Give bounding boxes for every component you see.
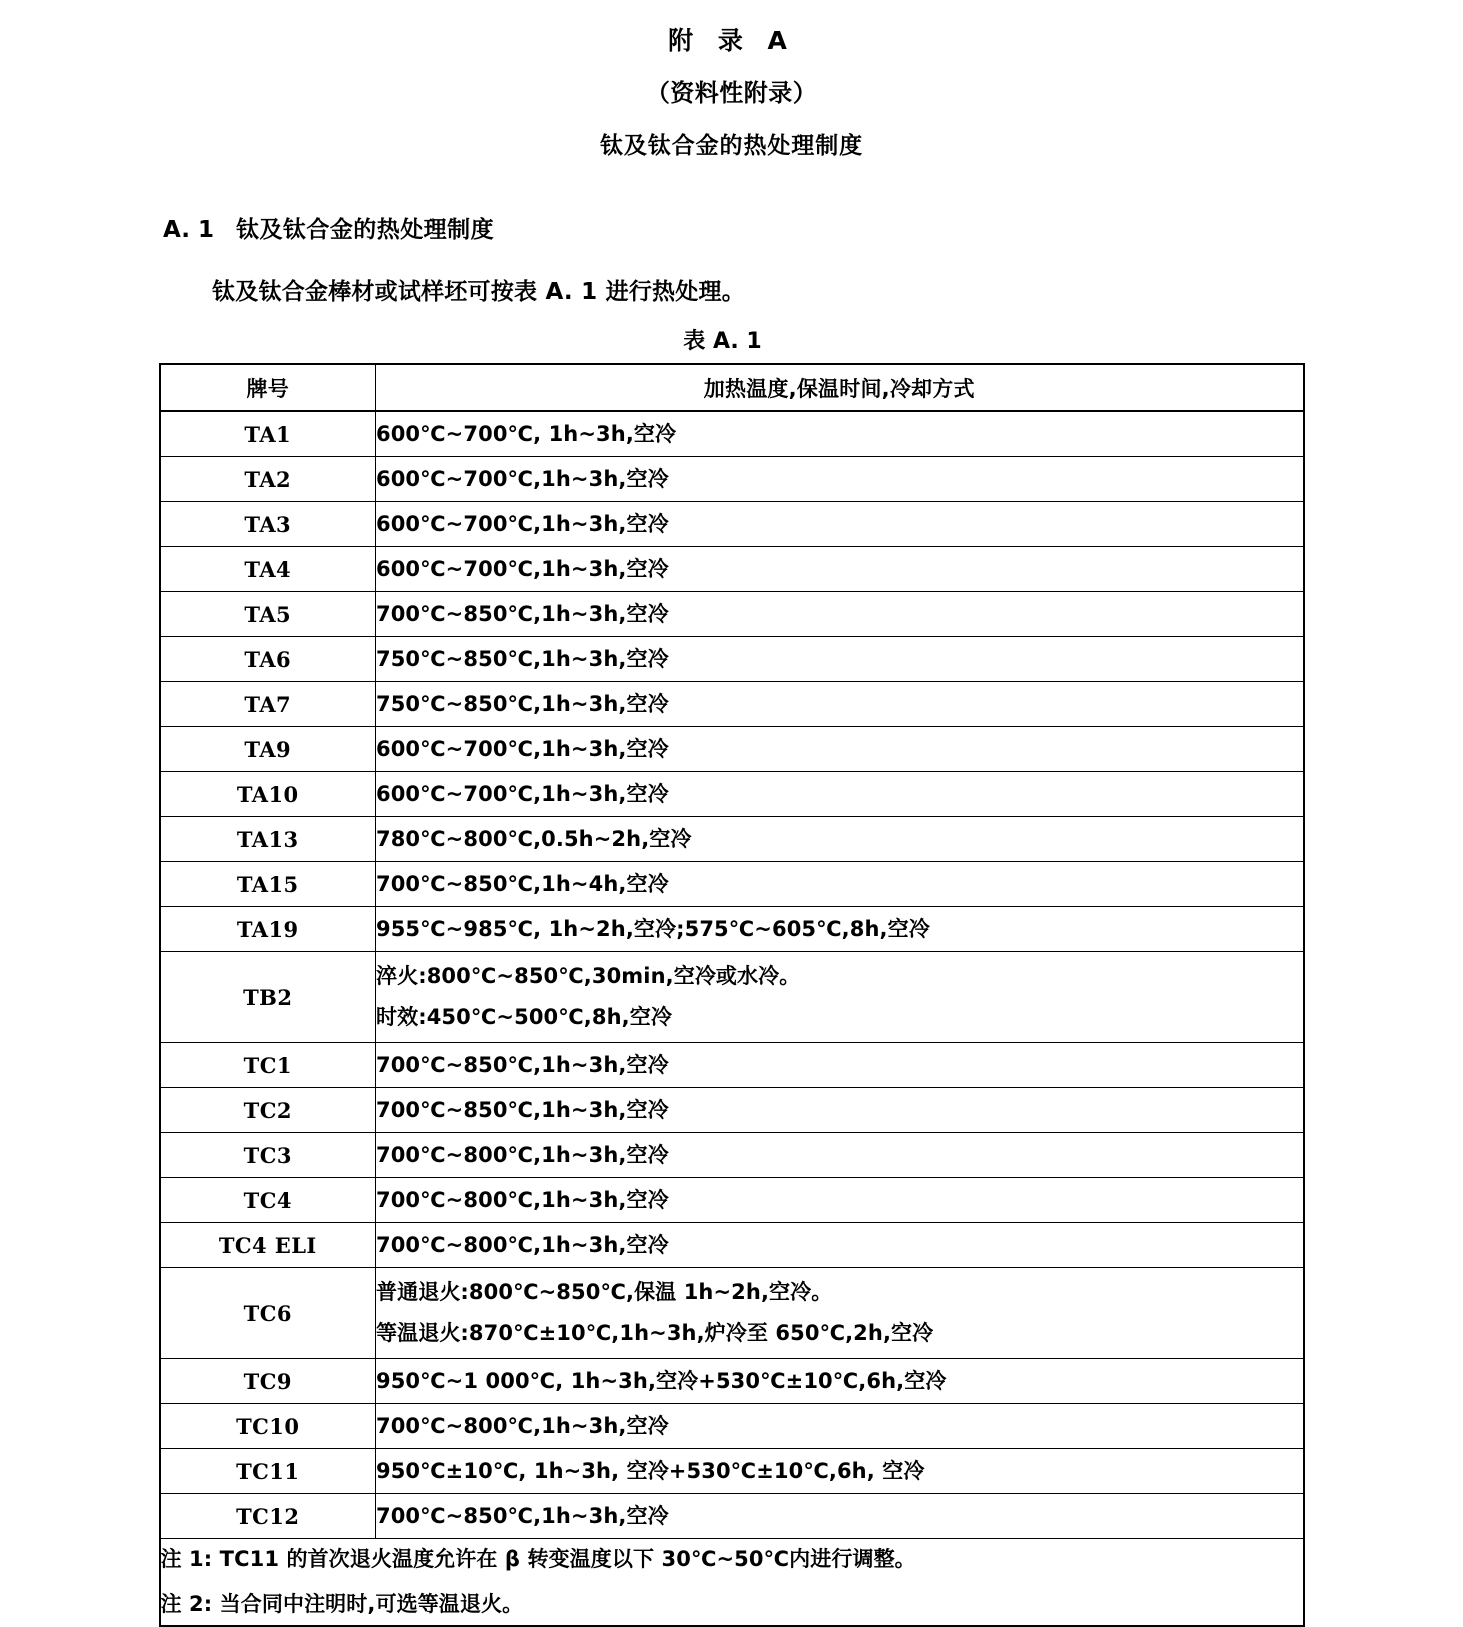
spec-line: 750℃~850℃,1h~3h,空冷 <box>376 646 669 671</box>
spec-line: 700℃~850℃,1h~3h,空冷 <box>376 1503 669 1528</box>
table-row <box>160 727 1304 772</box>
cell-spec <box>376 727 1304 772</box>
spec-line: 600℃~700℃,1h~3h,空冷 <box>376 781 669 806</box>
table-header-row <box>160 364 1304 411</box>
cell-grade: TC2 <box>160 1088 376 1133</box>
table-row <box>160 502 1304 547</box>
cell-spec <box>376 817 1304 862</box>
cell-grade: TC1 <box>160 1043 376 1088</box>
table-row <box>160 637 1304 682</box>
table-row <box>160 817 1304 862</box>
heat-treatment-table <box>159 363 1305 1627</box>
table-caption: 表 A. 1 <box>683 329 762 354</box>
cell-grade: TC3 <box>160 1133 376 1178</box>
spec-line: 700℃~850℃,1h~4h,空冷 <box>376 871 669 896</box>
cell-grade: TC10 <box>160 1404 376 1449</box>
spec-line: 700℃~850℃,1h~3h,空冷 <box>376 1097 669 1122</box>
table-row <box>160 682 1304 727</box>
spec-line: 时效:450℃~500℃,8h,空冷 <box>376 1005 672 1029</box>
cell-spec <box>376 1178 1304 1223</box>
table-row <box>160 1404 1304 1449</box>
table-container <box>159 363 1305 1627</box>
note-line: 注 2: 当合同中注明时,可选等温退火。 <box>160 1592 524 1616</box>
spec-line: 普通退火:800℃~850℃,保温 1h~2h,空冷。 <box>376 1280 833 1304</box>
notes-row <box>160 1539 1304 1627</box>
cell-spec <box>376 772 1304 817</box>
cell-grade: TB2 <box>160 952 376 1043</box>
cell-spec <box>376 1404 1304 1449</box>
table-row <box>160 1088 1304 1133</box>
cell-spec <box>376 1268 1304 1359</box>
cell-grade: TA4 <box>160 547 376 592</box>
spec-line: 700℃~850℃,1h~3h,空冷 <box>376 1052 669 1077</box>
table-row <box>160 907 1304 952</box>
spec-line: 955℃~985℃, 1h~2h,空冷;575℃~605℃,8h,空冷 <box>376 916 930 941</box>
cell-spec <box>376 592 1304 637</box>
spec-line: 950℃~1 000℃, 1h~3h,空冷+530℃±10℃,6h,空冷 <box>376 1368 947 1393</box>
spec-line: 600℃~700℃,1h~3h,空冷 <box>376 511 669 536</box>
cell-grade: TA3 <box>160 502 376 547</box>
table-row <box>160 1268 1304 1359</box>
cell-grade: TC11 <box>160 1449 376 1494</box>
body-paragraph: 钛及钛合金棒材或试样坯可按表 A. 1 进行热处理。 <box>212 279 745 305</box>
table-row <box>160 862 1304 907</box>
table-row <box>160 1043 1304 1088</box>
cell-spec <box>376 1043 1304 1088</box>
table-row <box>160 457 1304 502</box>
cell-grade: TC4 ELI <box>160 1223 376 1268</box>
spec-line: 700℃~800℃,1h~3h,空冷 <box>376 1232 669 1257</box>
cell-grade: TC4 <box>160 1178 376 1223</box>
cell-spec <box>376 1359 1304 1404</box>
table-row <box>160 952 1304 1043</box>
table-body <box>160 411 1304 1539</box>
table-row <box>160 1494 1304 1539</box>
cell-grade: TA2 <box>160 457 376 502</box>
table-row <box>160 1178 1304 1223</box>
cell-grade: TC12 <box>160 1494 376 1539</box>
cell-grade: TA19 <box>160 907 376 952</box>
spec-line: 600℃~700℃,1h~3h,空冷 <box>376 556 669 581</box>
cell-grade: TA7 <box>160 682 376 727</box>
table-row <box>160 1449 1304 1494</box>
spec-line: 750℃~850℃,1h~3h,空冷 <box>376 691 669 716</box>
section-number: A. 1 <box>163 217 214 243</box>
table-row <box>160 592 1304 637</box>
spec-line: 700℃~850℃,1h~3h,空冷 <box>376 601 669 626</box>
column-header-spec: 加热温度,保温时间,冷却方式 <box>376 364 1304 411</box>
cell-spec <box>376 457 1304 502</box>
spec-line: 700℃~800℃,1h~3h,空冷 <box>376 1413 669 1438</box>
cell-grade: TA9 <box>160 727 376 772</box>
table-row <box>160 772 1304 817</box>
table-row <box>160 411 1304 457</box>
spec-line: 600℃~700℃,1h~3h,空冷 <box>376 736 669 761</box>
cell-grade: TC6 <box>160 1268 376 1359</box>
appendix-label: 附 录 A <box>668 26 795 55</box>
cell-spec <box>376 1494 1304 1539</box>
cell-grade: TA5 <box>160 592 376 637</box>
spec-line: 700℃~800℃,1h~3h,空冷 <box>376 1187 669 1212</box>
table-row <box>160 1359 1304 1404</box>
cell-spec <box>376 952 1304 1043</box>
spec-line: 700℃~800℃,1h~3h,空冷 <box>376 1142 669 1167</box>
cell-spec <box>376 637 1304 682</box>
table-notes <box>160 1539 1304 1627</box>
cell-spec <box>376 1088 1304 1133</box>
cell-grade: TC9 <box>160 1359 376 1404</box>
cell-grade: TA15 <box>160 862 376 907</box>
cell-spec <box>376 547 1304 592</box>
cell-spec <box>376 1449 1304 1494</box>
cell-spec <box>376 682 1304 727</box>
section-title: 钛及钛合金的热处理制度 <box>235 217 495 243</box>
spec-line: 600℃~700℃,1h~3h,空冷 <box>376 466 669 491</box>
cell-spec <box>376 1223 1304 1268</box>
cell-spec <box>376 411 1304 457</box>
appendix-title: 钛及钛合金的热处理制度 <box>599 133 864 159</box>
spec-line: 淬火:800℃~850℃,30min,空冷或水冷。 <box>376 964 801 988</box>
cell-grade: TA1 <box>160 411 376 457</box>
cell-spec <box>376 1133 1304 1178</box>
cell-grade: TA13 <box>160 817 376 862</box>
table-foot <box>160 1539 1304 1627</box>
appendix-kind: （资料性附录） <box>645 79 818 107</box>
note-line: 注 1: TC11 的首次退火温度允许在 β 转变温度以下 30℃~50℃内进行调整。 <box>160 1547 916 1571</box>
spec-line: 等温退火:870℃±10℃,1h~3h,炉冷至 650℃,2h,空冷 <box>376 1321 934 1345</box>
table-head <box>160 364 1304 411</box>
cell-grade: TA10 <box>160 772 376 817</box>
spec-line: 950℃±10℃, 1h~3h, 空冷+530℃±10℃,6h, 空冷 <box>376 1458 925 1483</box>
cell-spec <box>376 862 1304 907</box>
section-heading <box>0 158 1463 242</box>
spec-line: 780℃~800℃,0.5h~2h,空冷 <box>376 826 692 851</box>
spec-line: 600℃~700℃, 1h~3h,空冷 <box>376 421 677 446</box>
table-row <box>160 1133 1304 1178</box>
cell-spec <box>376 502 1304 547</box>
cell-grade: TA6 <box>160 637 376 682</box>
column-header-grade: 牌号 <box>160 364 376 411</box>
table-row <box>160 1223 1304 1268</box>
cell-spec <box>376 907 1304 952</box>
table-row <box>160 547 1304 592</box>
